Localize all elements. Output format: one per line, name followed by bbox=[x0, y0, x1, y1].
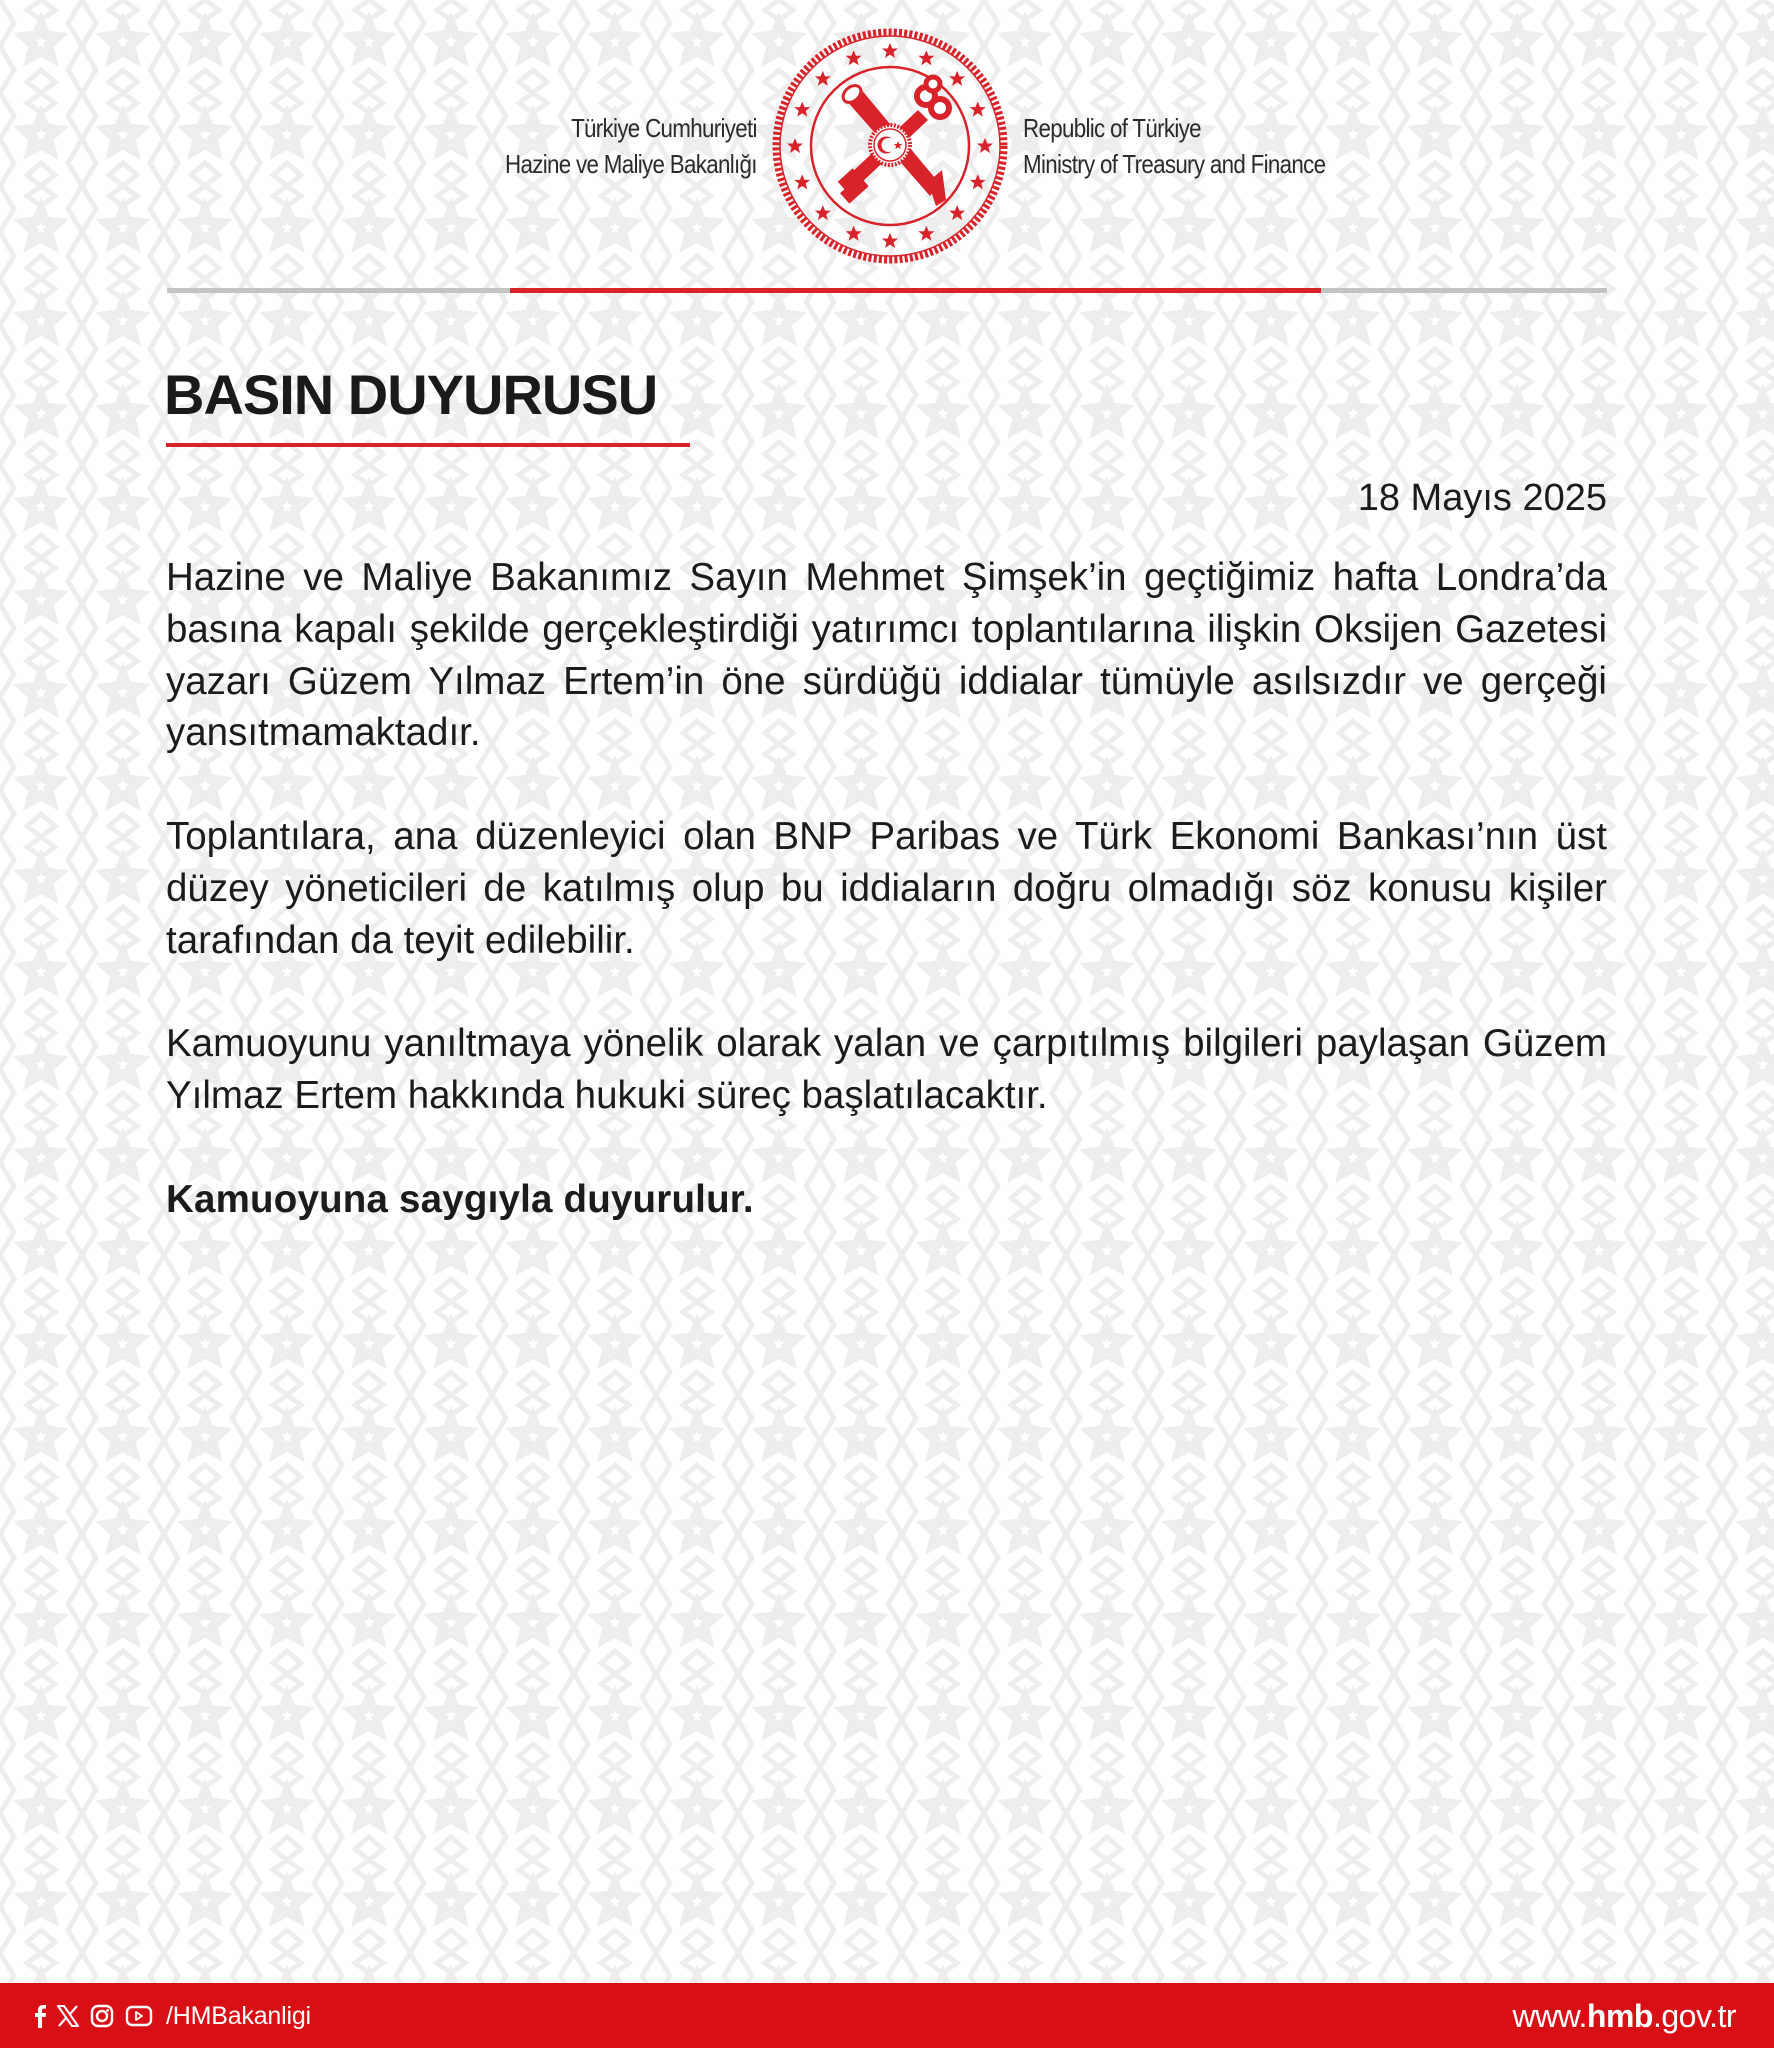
title-underline bbox=[166, 443, 690, 447]
paragraph-2: Toplantılara, ana düzenleyici olan BNP Paribas ve Türk Ekonomi Bankası’nın üst düzey yöneticileri de katılmış olup bu iddiaların doğru olmadığı söz konusu kişiler tarafından da teyit edilebilir. bbox=[166, 814, 1607, 962]
header-divider-red bbox=[510, 288, 1321, 293]
ministry-name-en bbox=[1023, 110, 1325, 182]
header-right-line2: Ministry of Treasury and Finance bbox=[1023, 149, 1326, 179]
paragraph-1: Hazine ve Maliye Bakanımız Sayın Mehmet Şimşek’in geçtiğimiz hafta Londra’da basına kapalı şekilde gerçekleştirdiği yatırımcı toplantılarına ilişkin Oksijen Gazetesi yazarı Güzem Yılmaz Ertem’in öne sürdüğü iddialar tümüyle asılsızdır ve gerçeği yansıtmamaktadır. bbox=[166, 556, 1607, 755]
social-handle[interactable]: /HMBakanligi bbox=[166, 2001, 311, 2030]
youtube-icon[interactable] bbox=[125, 2004, 153, 2028]
paragraph-3: Kamuoyunu yanıltmaya yönelik olarak yalan ve çarpıtılmış bilgileri paylaşan Güzem Yılmaz Ertem hakkında hukuki süreç başlatılacaktır. bbox=[166, 1022, 1607, 1117]
url-suffix: .gov.tr bbox=[1652, 1998, 1736, 2034]
document-date: 18 Mayıs 2025 bbox=[1357, 477, 1607, 519]
ministry-name-tr bbox=[505, 110, 757, 182]
social-links bbox=[34, 1999, 311, 2033]
closing-statement: Kamuoyuna saygıyla duyurulur. bbox=[166, 1177, 754, 1221]
instagram-icon[interactable] bbox=[90, 2004, 114, 2028]
header-left-line1: Türkiye Cumhuriyeti bbox=[571, 113, 757, 143]
facebook-icon[interactable] bbox=[34, 2004, 46, 2028]
ministry-emblem-icon bbox=[768, 24, 1012, 268]
document-title: BASIN DUYURUSU bbox=[164, 363, 658, 426]
website-link[interactable] bbox=[1512, 1997, 1736, 2035]
header-right-line1: Republic of Türkiye bbox=[1023, 113, 1201, 143]
x-icon[interactable] bbox=[57, 2005, 79, 2027]
footer-bar bbox=[0, 1983, 1774, 2048]
letterhead bbox=[0, 0, 1774, 300]
header-left-line2: Hazine ve Maliye Bakanlığı bbox=[505, 149, 757, 179]
url-prefix: www. bbox=[1512, 1998, 1587, 2034]
document-body bbox=[166, 552, 1607, 1225]
url-domain: hmb bbox=[1586, 1998, 1653, 2034]
